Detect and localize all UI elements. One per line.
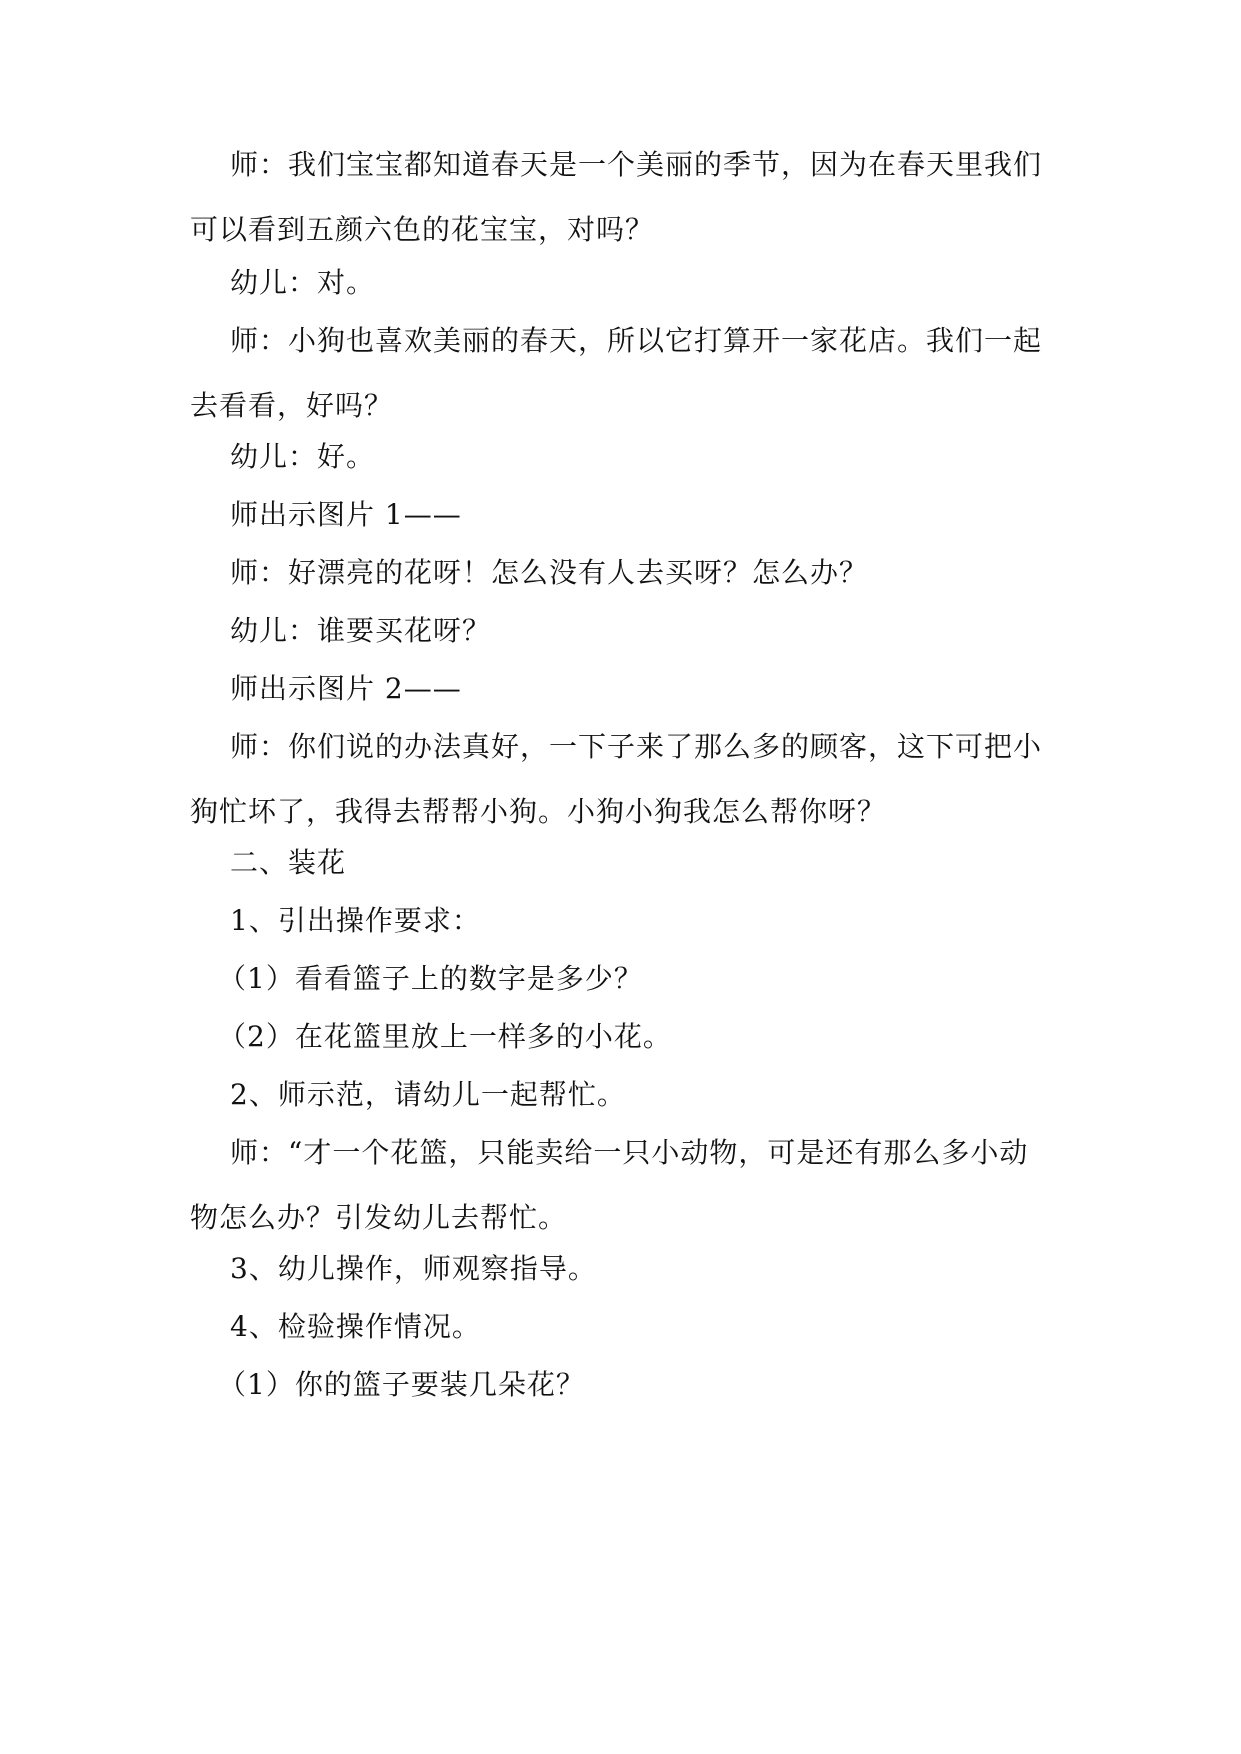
paragraph-line: 4、检验操作情况。 <box>230 1310 481 1343</box>
sub-item-1-number <box>190 946 1060 1011</box>
paragraph-teacher-help-dog <box>190 714 1060 844</box>
step-1-requirements <box>190 888 1060 953</box>
paragraph-line: 幼儿：好。 <box>230 440 376 473</box>
paragraph-line: 师：“才一个花篮，只能卖给一只小动物，可是还有那么多小动 <box>230 1136 1029 1169</box>
paragraph-teacher-flower-shop <box>190 308 1060 438</box>
paragraph-line: 幼儿：对。 <box>230 266 376 299</box>
paragraph-line: 3、幼儿操作，师观察指导。 <box>230 1252 597 1285</box>
paragraph-teacher-one-basket <box>190 1120 1060 1250</box>
section-heading-pack-flowers <box>190 830 1060 895</box>
paragraph-line: 师出示图片 2—— <box>230 672 462 705</box>
paragraph-line: 2、师示范，请幼儿一起帮忙。 <box>230 1078 626 1111</box>
paragraph-line: 去看看，好吗？ <box>190 389 394 422</box>
paragraph-line: 物怎么办？引发幼儿去帮忙。 <box>190 1201 568 1234</box>
paragraph-child-answer-1 <box>190 250 1060 315</box>
paragraph-line: 可以看到五颜六色的花宝宝，对吗？ <box>190 213 655 246</box>
paragraph-show-picture-2 <box>190 656 1060 721</box>
paragraph-line: 师：小狗也喜欢美丽的春天，所以它打算开一家花店。我们一起 <box>230 324 1043 357</box>
paragraph-line: 师：好漂亮的花呀！怎么没有人去买呀？怎么办？ <box>230 556 869 589</box>
step-4-check <box>190 1294 1060 1359</box>
paragraph-line: 狗忙坏了，我得去帮帮小狗。小狗小狗我怎么帮你呀？ <box>190 795 887 828</box>
paragraph-teacher-how <box>190 540 1060 605</box>
paragraph-line: 师出示图片 1—— <box>230 498 462 531</box>
paragraph-line: （1）看看篮子上的数字是多少？ <box>218 962 643 995</box>
sub-item-2-same-amount <box>190 1004 1060 1069</box>
paragraph-child-answer-2 <box>190 424 1060 489</box>
paragraph-line: 幼儿：谁要买花呀？ <box>230 614 492 647</box>
paragraph-line: （1）你的篮子要装几朵花？ <box>218 1368 585 1401</box>
paragraph-child-who-buys <box>190 598 1060 663</box>
sub-item-1-how-many <box>190 1352 1060 1417</box>
paragraph-line: 师：我们宝宝都知道春天是一个美丽的季节，因为在春天里我们 <box>230 148 1043 181</box>
paragraph-line: 1、引出操作要求： <box>230 904 481 937</box>
paragraph-teacher-spring <box>190 132 1060 262</box>
paragraph-line: （2）在花篮里放上一样多的小花。 <box>218 1020 672 1053</box>
step-2-demonstration <box>190 1062 1060 1127</box>
paragraph-show-picture-1 <box>190 482 1060 547</box>
paragraph-line: 二、装花 <box>230 846 347 879</box>
step-3-children-operate <box>190 1236 1060 1301</box>
paragraph-line: 师：你们说的办法真好，一下子来了那么多的顾客，这下可把小 <box>230 730 1043 763</box>
